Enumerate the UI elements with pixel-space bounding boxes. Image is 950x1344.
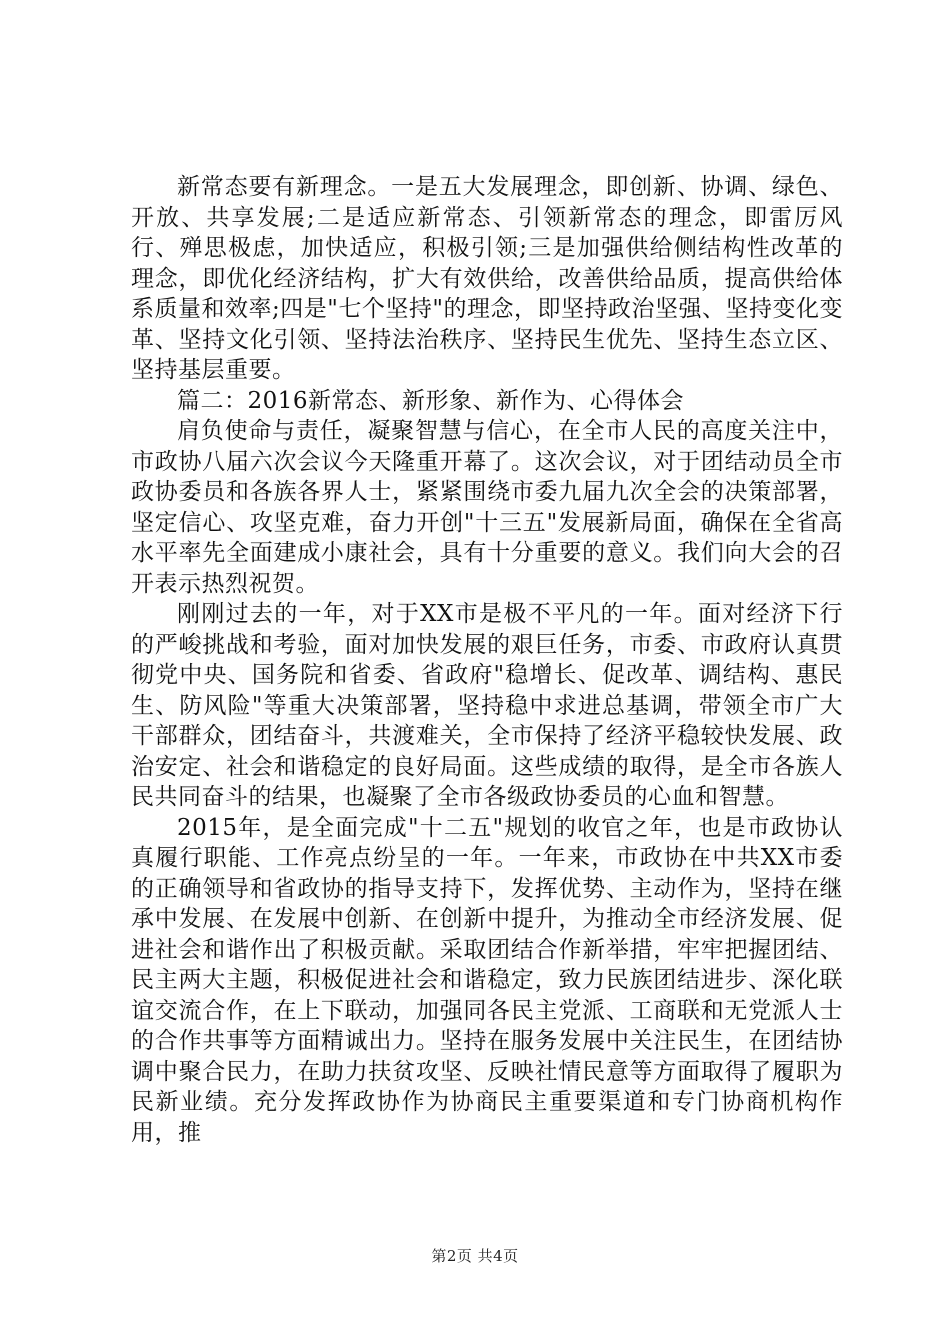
body-paragraph: 肩负使命与责任，凝聚智慧与信心，在全市人民的高度关注中，市政协八届六次会议今天隆重开幕了。这次会议，对于团结动员全市政协委员和各族各界人士，紧紧围绕市委九届九次全会的决策部署，坚定信心、攻坚克难，奋力开创"十三五"发展新局面，确保在全省高水平率先全面建成小康社会，具有十分重要的意义。我们向大会的召开表示热烈祝贺。	[131, 418, 843, 597]
document-body	[131, 172, 843, 1148]
body-paragraph: 2015年，是全面完成"十二五"规划的收官之年，也是市政协认真履行职能、工作亮点纷呈的一年。一年来，市政协在中共XX市委的正确领导和省政协的指导支持下，发挥优势、主动作为，坚持在继承中发展、在发展中创新、在创新中提升，为推动全市经济发展、促进社会和谐作出了积极贡献。采取团结合作新举措，牢牢把握团结、民主两大主题，积极促进社会和谐稳定，致力民族团结进步、深化联谊交流合作，在上下联动，加强同各民主党派、工商联和无党派人士的合作共事等方面精诚出力。坚持在服务发展中关注民生，在团结协调中聚合民力，在助力扶贫攻坚、反映社情民意等方面取得了履职为民新业绩。充分发挥政协作为协商民主重要渠道和专门协商机构作用，推	[131, 814, 843, 1146]
page-number: 第2页 共4页	[431, 1247, 519, 1265]
body-paragraph: 新常态要有新理念。一是五大发展理念，即创新、协调、绿色、开放、共享发展;二是适应新常态、引领新常态的理念，即雷厉风行、殚思极虑，加快适应，积极引领;三是加强供给侧结构性改革的理念，即优化经济结构，扩大有效供给，改善供给品质，提高供给体系质量和效率;四是"七个坚持"的理念，即坚持政治坚强、坚持变化变革、坚持文化引领、坚持法治秩序、坚持民生优先、坚持生态立区、坚持基层重要。	[131, 174, 843, 383]
page-footer	[0, 1245, 950, 1266]
section-title: 篇二：2016新常态、新形象、新作为、心得体会	[177, 387, 685, 414]
body-paragraph: 刚刚过去的一年，对于XX市是极不平凡的一年。面对经济下行的严峻挑战和考验，面对加快发展的艰巨任务，市委、市政府认真贯彻党中央、国务院和省委、省政府"稳增长、促改革、调结构、惠民生、防风险"等重大决策部署，坚持稳中求进总基调，带领全市广大干部群众，团结奋斗，共渡难关，全市保持了经济平稳较快发展、政治安定、社会和谐稳定的良好局面。这些成绩的取得，是全市各族人民共同奋斗的结果，也凝聚了全市各级政协委员的心血和智慧。	[131, 601, 843, 810]
